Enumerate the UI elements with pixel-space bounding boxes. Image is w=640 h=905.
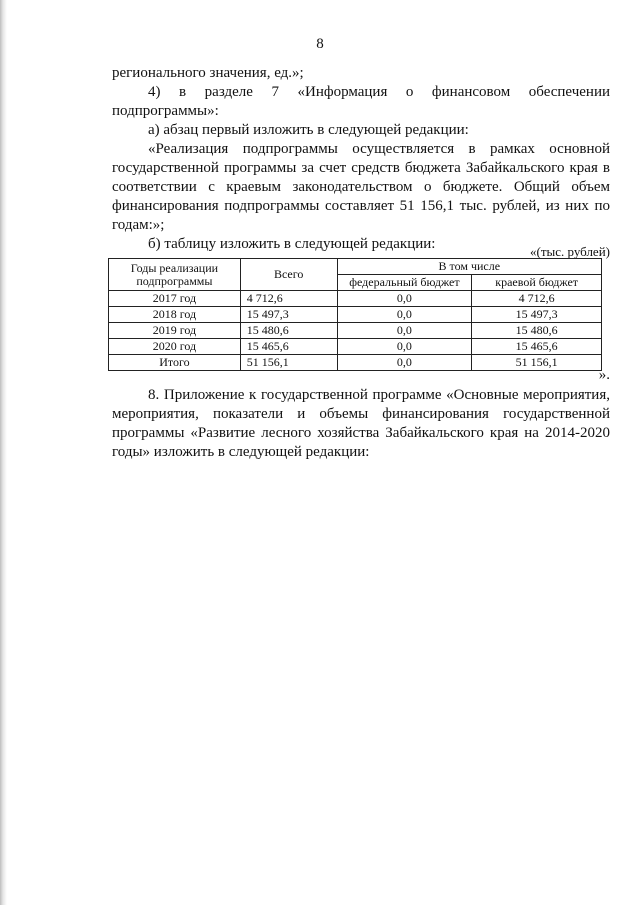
cell-total: 4 712,6 bbox=[240, 291, 337, 307]
header-regional: краевой бюджет bbox=[472, 275, 602, 291]
cell-regional: 51 156,1 bbox=[472, 355, 602, 371]
header-including: В том числе bbox=[337, 259, 601, 275]
paragraph-item-8: 8. Приложение к государственной программе «Основные мероприятия, мероприятия, показатели и объемы финансирования государственной программы «Развитие лесного хозяйства Забайкальского края на 2014-2020 годы» изложить в следующей редакции: bbox=[112, 387, 610, 460]
cell-federal: 0,0 bbox=[337, 323, 472, 339]
paragraph-implementation: «Реализация подпрограммы осуществляется в рамках основной государственной программы за счет средств бюджета Забайкальского края в соответствии с краевым законодательством о бюджете. Общий объем финансирования подпрограммы составляет 51 156,1 тыс. рублей, из них по годам:»; bbox=[112, 141, 610, 233]
table-row bbox=[109, 339, 602, 355]
cell-regional: 15 465,6 bbox=[472, 339, 602, 355]
header-federal: федеральный бюджет bbox=[337, 275, 472, 291]
cell-regional: 15 497,3 bbox=[472, 307, 602, 323]
paragraph-item-a: а) абзац первый изложить в следующей редакции: bbox=[148, 122, 469, 138]
cell-federal: 0,0 bbox=[337, 307, 472, 323]
table-closing-quote: ». bbox=[598, 367, 610, 383]
cell-total: 15 480,6 bbox=[240, 323, 337, 339]
cell-total: 15 497,3 bbox=[240, 307, 337, 323]
header-total: Всего bbox=[240, 259, 337, 291]
header-years: Годы реализации подпрограммы bbox=[109, 259, 241, 291]
cell-federal: 0,0 bbox=[337, 339, 472, 355]
body-text-top bbox=[112, 64, 610, 254]
financing-table bbox=[108, 258, 602, 371]
table-row bbox=[109, 307, 602, 323]
cell-regional: 4 712,6 bbox=[472, 291, 602, 307]
cell-federal: 0,0 bbox=[337, 291, 472, 307]
cell-year: 2020 год bbox=[109, 339, 241, 355]
table-row bbox=[109, 291, 602, 307]
cell-federal: 0,0 bbox=[337, 355, 472, 371]
paragraph-item-b: б) таблицу изложить в следующей редакции: bbox=[148, 236, 436, 252]
table-unit-note: «(тыс. рублей) bbox=[529, 244, 610, 259]
cell-year: 2019 год bbox=[109, 323, 241, 339]
table-row bbox=[109, 323, 602, 339]
page-number: 8 bbox=[316, 36, 324, 52]
paragraph-item-4: 4) в разделе 7 «Информация о финансовом обеспечении подпрограммы»: bbox=[112, 84, 610, 119]
cell-total: 51 156,1 bbox=[240, 355, 337, 371]
cell-year: 2018 год bbox=[109, 307, 241, 323]
cell-regional: 15 480,6 bbox=[472, 323, 602, 339]
paragraph-regional-value: регионального значения, ед.»; bbox=[112, 65, 304, 81]
cell-year: 2017 год bbox=[109, 291, 241, 307]
cell-year: Итого bbox=[109, 355, 241, 371]
cell-total: 15 465,6 bbox=[240, 339, 337, 355]
body-text-bottom bbox=[112, 386, 610, 462]
table-header-row bbox=[109, 259, 602, 275]
